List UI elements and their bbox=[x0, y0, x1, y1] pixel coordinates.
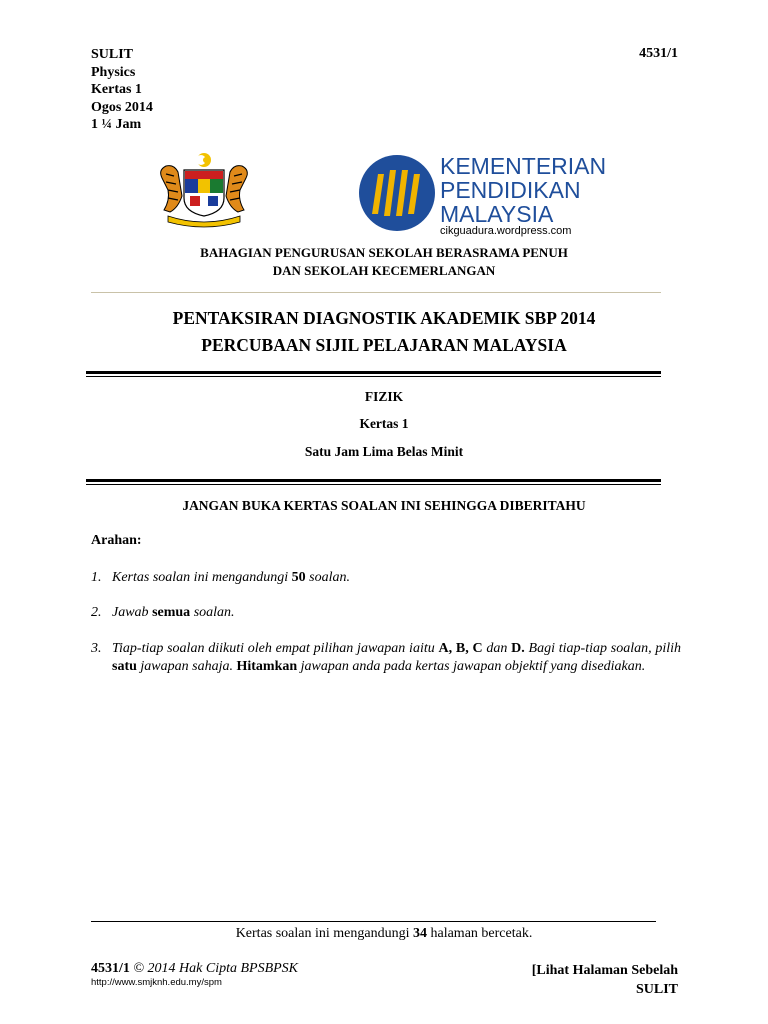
agency-line-2: DAN SEKOLAH KECEMERLANGAN bbox=[272, 263, 496, 278]
footer-copyright: 4531/1 © 2014 Hak Cipta BPSBPSK bbox=[91, 961, 299, 976]
ministry-name bbox=[440, 154, 606, 226]
header-sulit: SULIT bbox=[91, 47, 134, 62]
instruction-1-number: 1. bbox=[91, 570, 102, 585]
instruction-1: 1. Kertas soalan ini mengandungi 50 soalan. bbox=[91, 570, 351, 585]
header-paper: Kertas 1 bbox=[91, 82, 142, 97]
ministry-line-2: PENDIDIKAN bbox=[440, 177, 581, 203]
warning-text: JANGAN BUKA KERTAS SOALAN INI SEHINGGA DIBERITAHU bbox=[182, 498, 586, 513]
header-info bbox=[91, 46, 153, 134]
footer-right bbox=[532, 961, 678, 999]
header-subject: Physics bbox=[91, 64, 136, 80]
website-label: cikguadura.wordpress.com bbox=[440, 225, 572, 237]
exam-title-2: PERCUBAAN SIJIL PELAJARAN MALAYSIA bbox=[201, 335, 567, 355]
instruction-3: 3. Tiap-tiap soalan diikuti oleh empat pilihan jawapan iaitu A, B, C dan D. Bagi tiap-tiap soalan, pilih satu jawapan sahaja. Hitamkan jawapan anda pada kertas jawapan objektif yang disediakan. bbox=[91, 641, 682, 674]
footer-url: http://www.smjknh.edu.my/spm bbox=[91, 977, 222, 988]
ministry-line-1: KEMENTERIAN bbox=[440, 153, 607, 179]
ministry-line-3: MALAYSIA bbox=[440, 201, 554, 227]
exam-title-1: PENTAKSIRAN DIAGNOSTIK AKADEMIK SBP 2014 bbox=[172, 308, 596, 328]
page-count-note: Kertas soalan ini mengandungi 34 halaman bercetak. bbox=[235, 926, 533, 941]
ministry-logo-icon bbox=[358, 154, 436, 232]
footer-divider bbox=[91, 921, 656, 922]
instruction-2: 2. Jawab semua soalan. bbox=[91, 605, 235, 620]
subject: FIZIK bbox=[364, 389, 404, 404]
divider-thin-bottom bbox=[86, 484, 661, 485]
exam-title bbox=[0, 305, 768, 359]
agency-name bbox=[0, 244, 768, 280]
divider-thick-bottom bbox=[86, 479, 661, 482]
divider-thick-top bbox=[86, 371, 661, 374]
instruction-2-number: 2. bbox=[91, 605, 102, 620]
next-page-label: [Lihat Halaman Sebelah bbox=[531, 963, 678, 978]
header-date: Ogos 2014 bbox=[91, 99, 153, 115]
instructions-heading: Arahan: bbox=[91, 533, 142, 548]
agency-line-1: BAHAGIAN PENGURUSAN SEKOLAH BERASRAMA PENUH bbox=[200, 245, 568, 260]
paper: Kertas 1 bbox=[359, 416, 409, 431]
header-code: 4531/1 bbox=[639, 46, 678, 61]
footer-sulit: SULIT bbox=[635, 982, 678, 997]
coat-of-arms-icon bbox=[156, 150, 252, 228]
header-duration: 1 ¼ Jam bbox=[91, 117, 142, 132]
instruction-3-number: 3. bbox=[91, 641, 102, 656]
divider-thin-top bbox=[86, 376, 661, 377]
divider-thin bbox=[91, 292, 661, 293]
duration: Satu Jam Lima Belas Minit bbox=[304, 444, 464, 459]
